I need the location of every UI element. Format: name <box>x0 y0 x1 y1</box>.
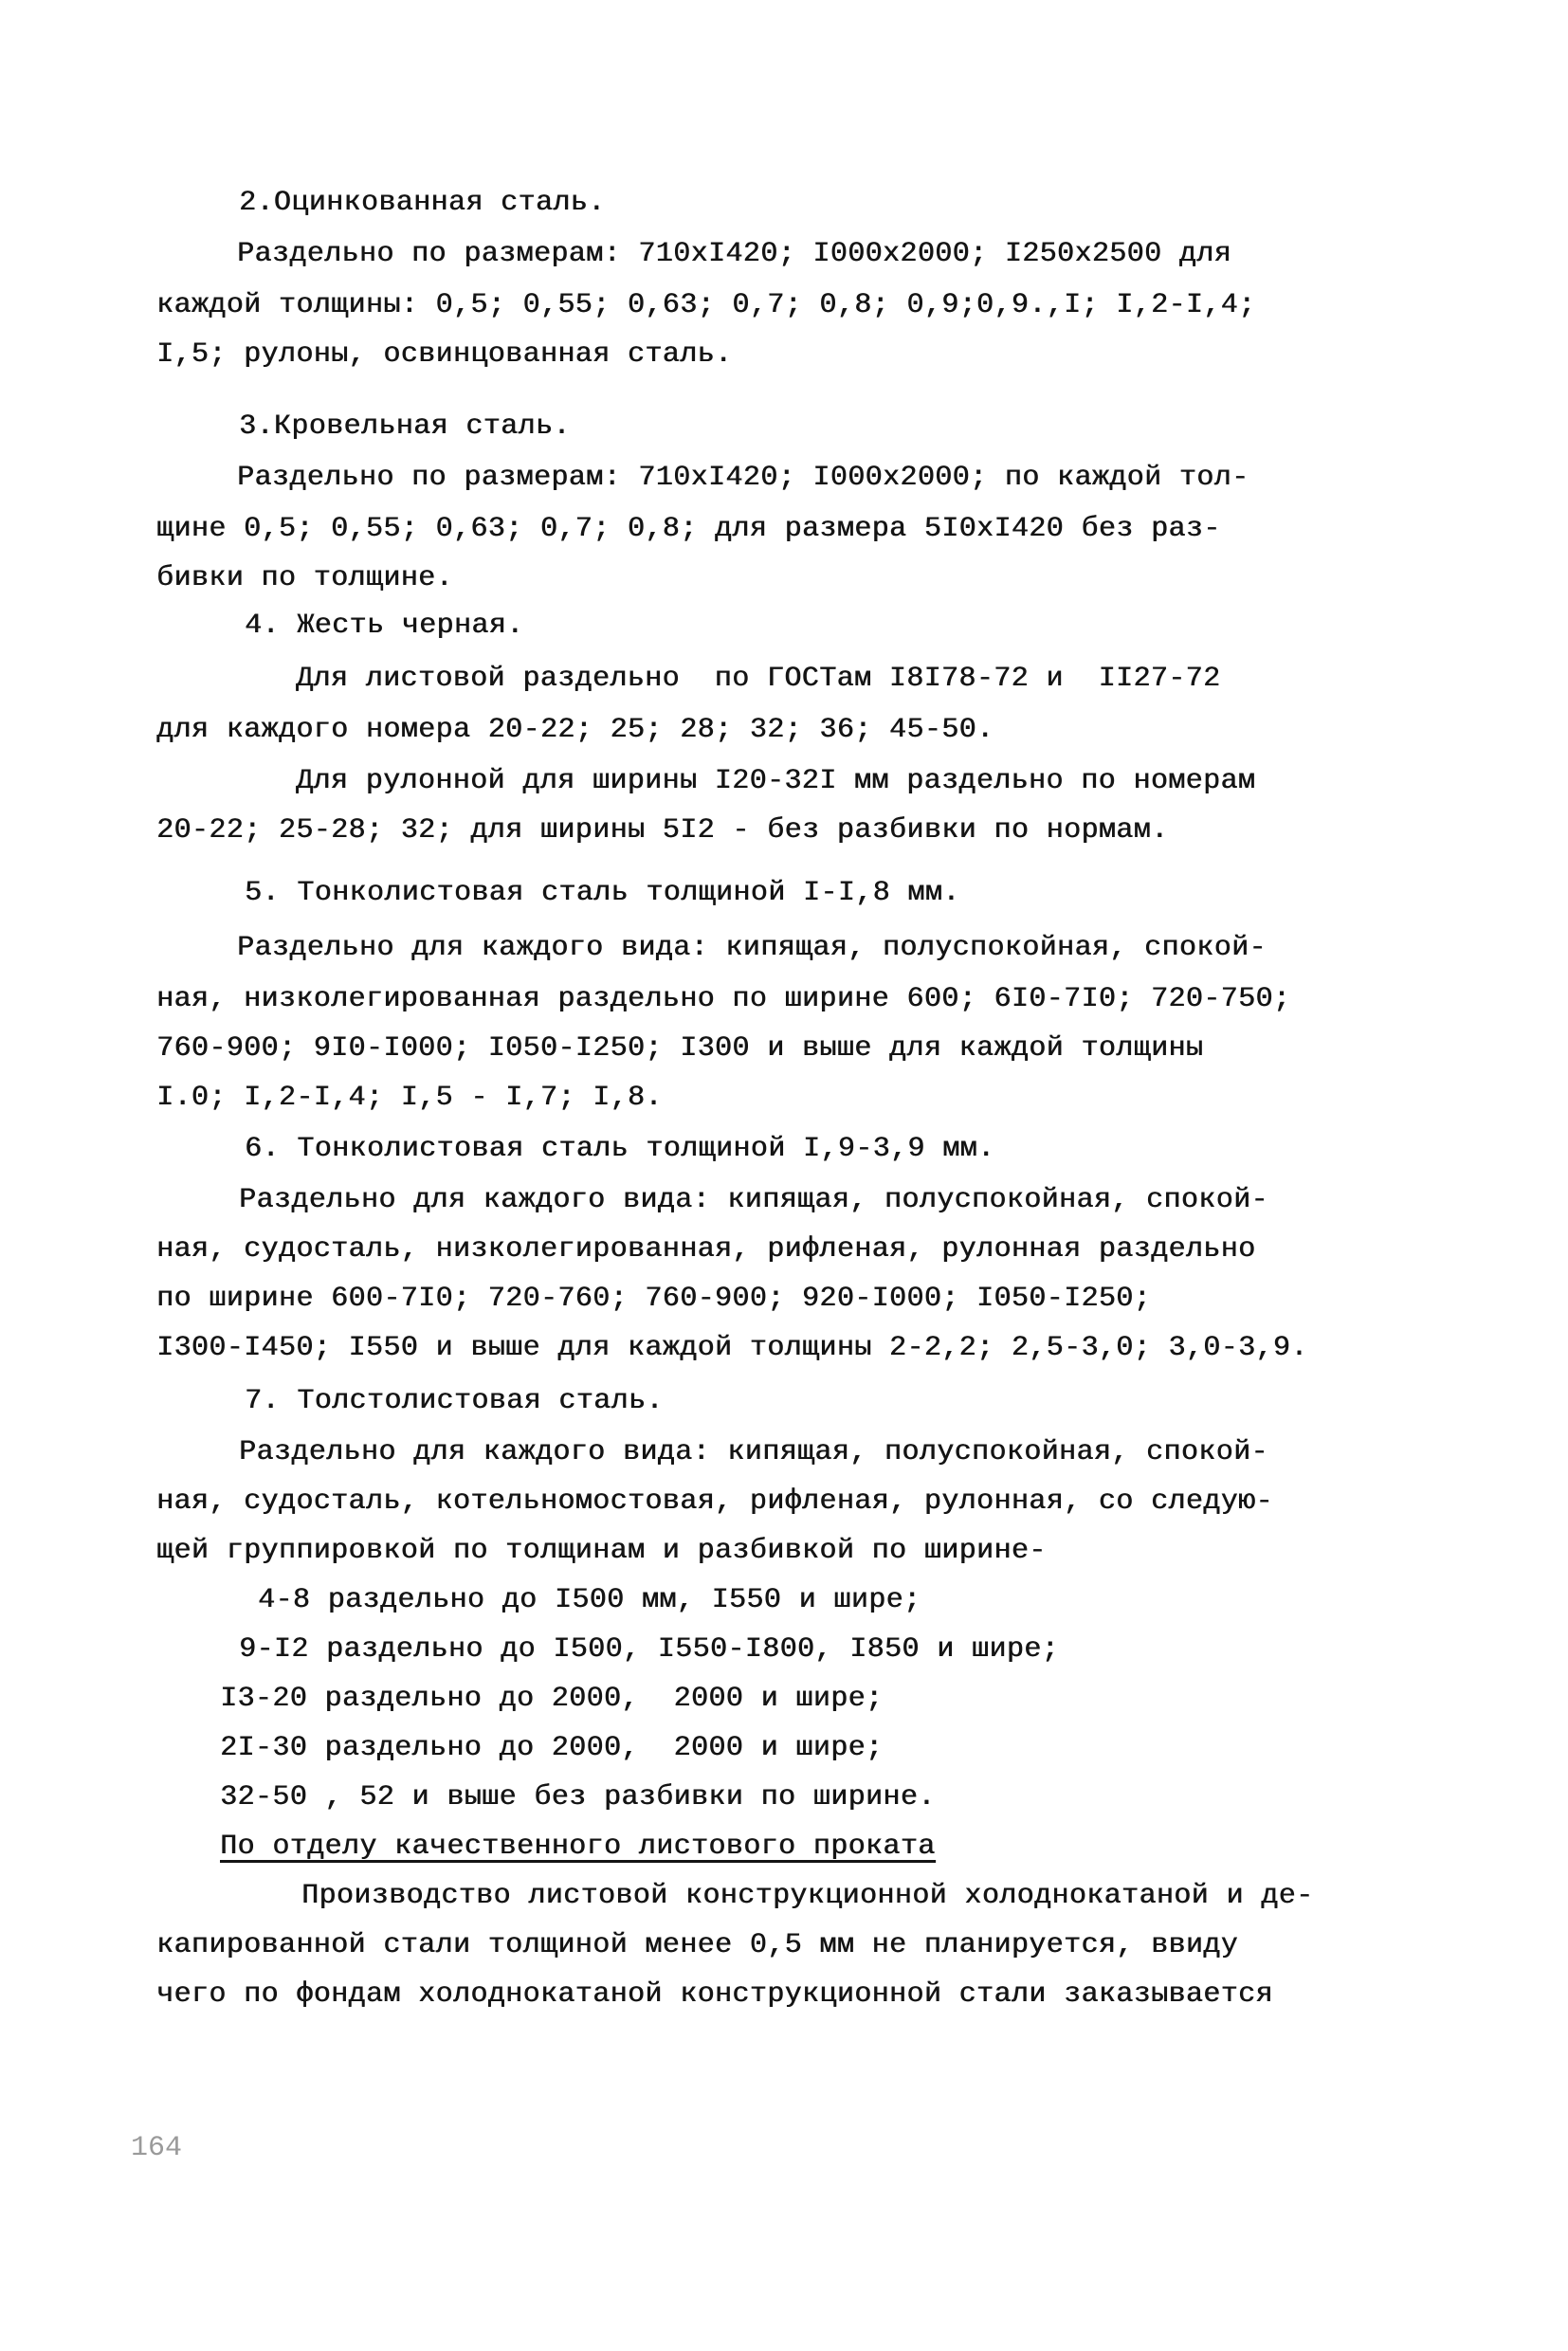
thickness-group-line: 2I-30 раздельно до 2000, 2000 и шире; <box>220 1732 884 1764</box>
text-line: для каждого номера 20-22; 25; 28; 32; 36; 45-50. <box>156 714 994 746</box>
text-line: Раздельно по размерам: 710xI420; I000x2000; по каждой тол- <box>237 462 1249 494</box>
section-heading-thin-sheet-steel-2: 6. Тонколистовая сталь толщиной I,9-3,9 мм. <box>245 1133 995 1165</box>
section-heading-thick-sheet-steel: 7. Толстолистовая сталь. <box>245 1385 664 1417</box>
thickness-group-line: I3-20 раздельно до 2000, 2000 и шире; <box>220 1683 884 1715</box>
thickness-group-line: 4-8 раздельно до I500 мм, I550 и шире; <box>258 1584 921 1616</box>
section-heading-galvanized-steel: 2.Оцинкованная сталь. <box>239 187 606 219</box>
text-line: ная, судосталь, низколегированная, рифленая, рулонная раздельно <box>156 1233 1256 1266</box>
text-line: Для листовой раздельно по ГОСТам I8I78-72 и II27-72 <box>296 663 1221 695</box>
text-line: I.0; I,2-I,4; I,5 - I,7; I,8. <box>156 1082 663 1114</box>
text-line: каждой толщины: 0,5; 0,55; 0,63; 0,7; 0,8; 0,9;0,9.,I; I,2-I,4; <box>156 289 1256 321</box>
section-heading-roofing-steel: 3.Кровельная сталь. <box>239 410 571 443</box>
text-line: щине 0,5; 0,55; 0,63; 0,7; 0,8; для размера 5I0xI420 без раз- <box>156 513 1221 545</box>
text-line: бивки по толщине. <box>156 562 453 594</box>
text-line: ная, низколегированная раздельно по ширине 600; 6I0-7I0; 720-750; <box>156 983 1291 1015</box>
text-line: щей группировкой по толщинам и разбивкой по ширине- <box>156 1535 1047 1567</box>
text-line: Для рулонной для ширины I20-32I мм раздельно по номерам <box>296 765 1256 797</box>
text-line: Раздельно для каждого вида: кипящая, полуспокойная, спокой- <box>239 1184 1268 1216</box>
text-line: I,5; рулоны, освинцованная сталь. <box>156 338 733 371</box>
thickness-group-line: 9-I2 раздельно до I500, I550-I800, I850 и шире; <box>239 1633 1059 1666</box>
section-heading-thin-sheet-steel-1: 5. Тонколистовая сталь толщиной I-I,8 мм. <box>245 877 960 909</box>
text-line: 20-22; 25-28; 32; для ширины 5I2 - без разбивки по нормам. <box>156 814 1169 847</box>
text-line: Раздельно для каждого вида: кипящая, полуспокойная, спокой- <box>239 1436 1268 1468</box>
text-line: по ширине 600-7I0; 720-760; 760-900; 920-I000; I050-I250; <box>156 1283 1151 1315</box>
section-heading-black-tin: 4. Жесть черная. <box>245 610 524 642</box>
text-line: Производство листовой конструкционной холоднокатаной и де- <box>301 1880 1314 1912</box>
text-line: капированной стали толщиной менее 0,5 мм не планируется, ввиду <box>156 1929 1238 1961</box>
text-line: Раздельно для каждого вида: кипящая, полуспокойная, спокой- <box>237 932 1267 964</box>
text-line: 760-900; 9I0-I000; I050-I250; I300 и выше для каждой толщины <box>156 1032 1204 1065</box>
quality-rolled-sheet-section-heading: По отделу качественного листового проката <box>220 1831 936 1863</box>
thickness-group-line: 32-50 , 52 и выше без разбивки по ширине. <box>220 1781 936 1813</box>
page-number: 164 <box>131 2132 183 2164</box>
text-line: ная, судосталь, котельномостовая, рифленая, рулонная, со следую- <box>156 1485 1273 1518</box>
text-line: I300-I450; I550 и выше для каждой толщины 2-2,2; 2,5-3,0; 3,0-3,9. <box>156 1332 1308 1364</box>
text-line: чего по фондам холоднокатаной конструкционной стали заказывается <box>156 1978 1273 2011</box>
text-line: Раздельно по размерам: 710xI420; I000x2000; I250x2500 для <box>237 238 1231 270</box>
